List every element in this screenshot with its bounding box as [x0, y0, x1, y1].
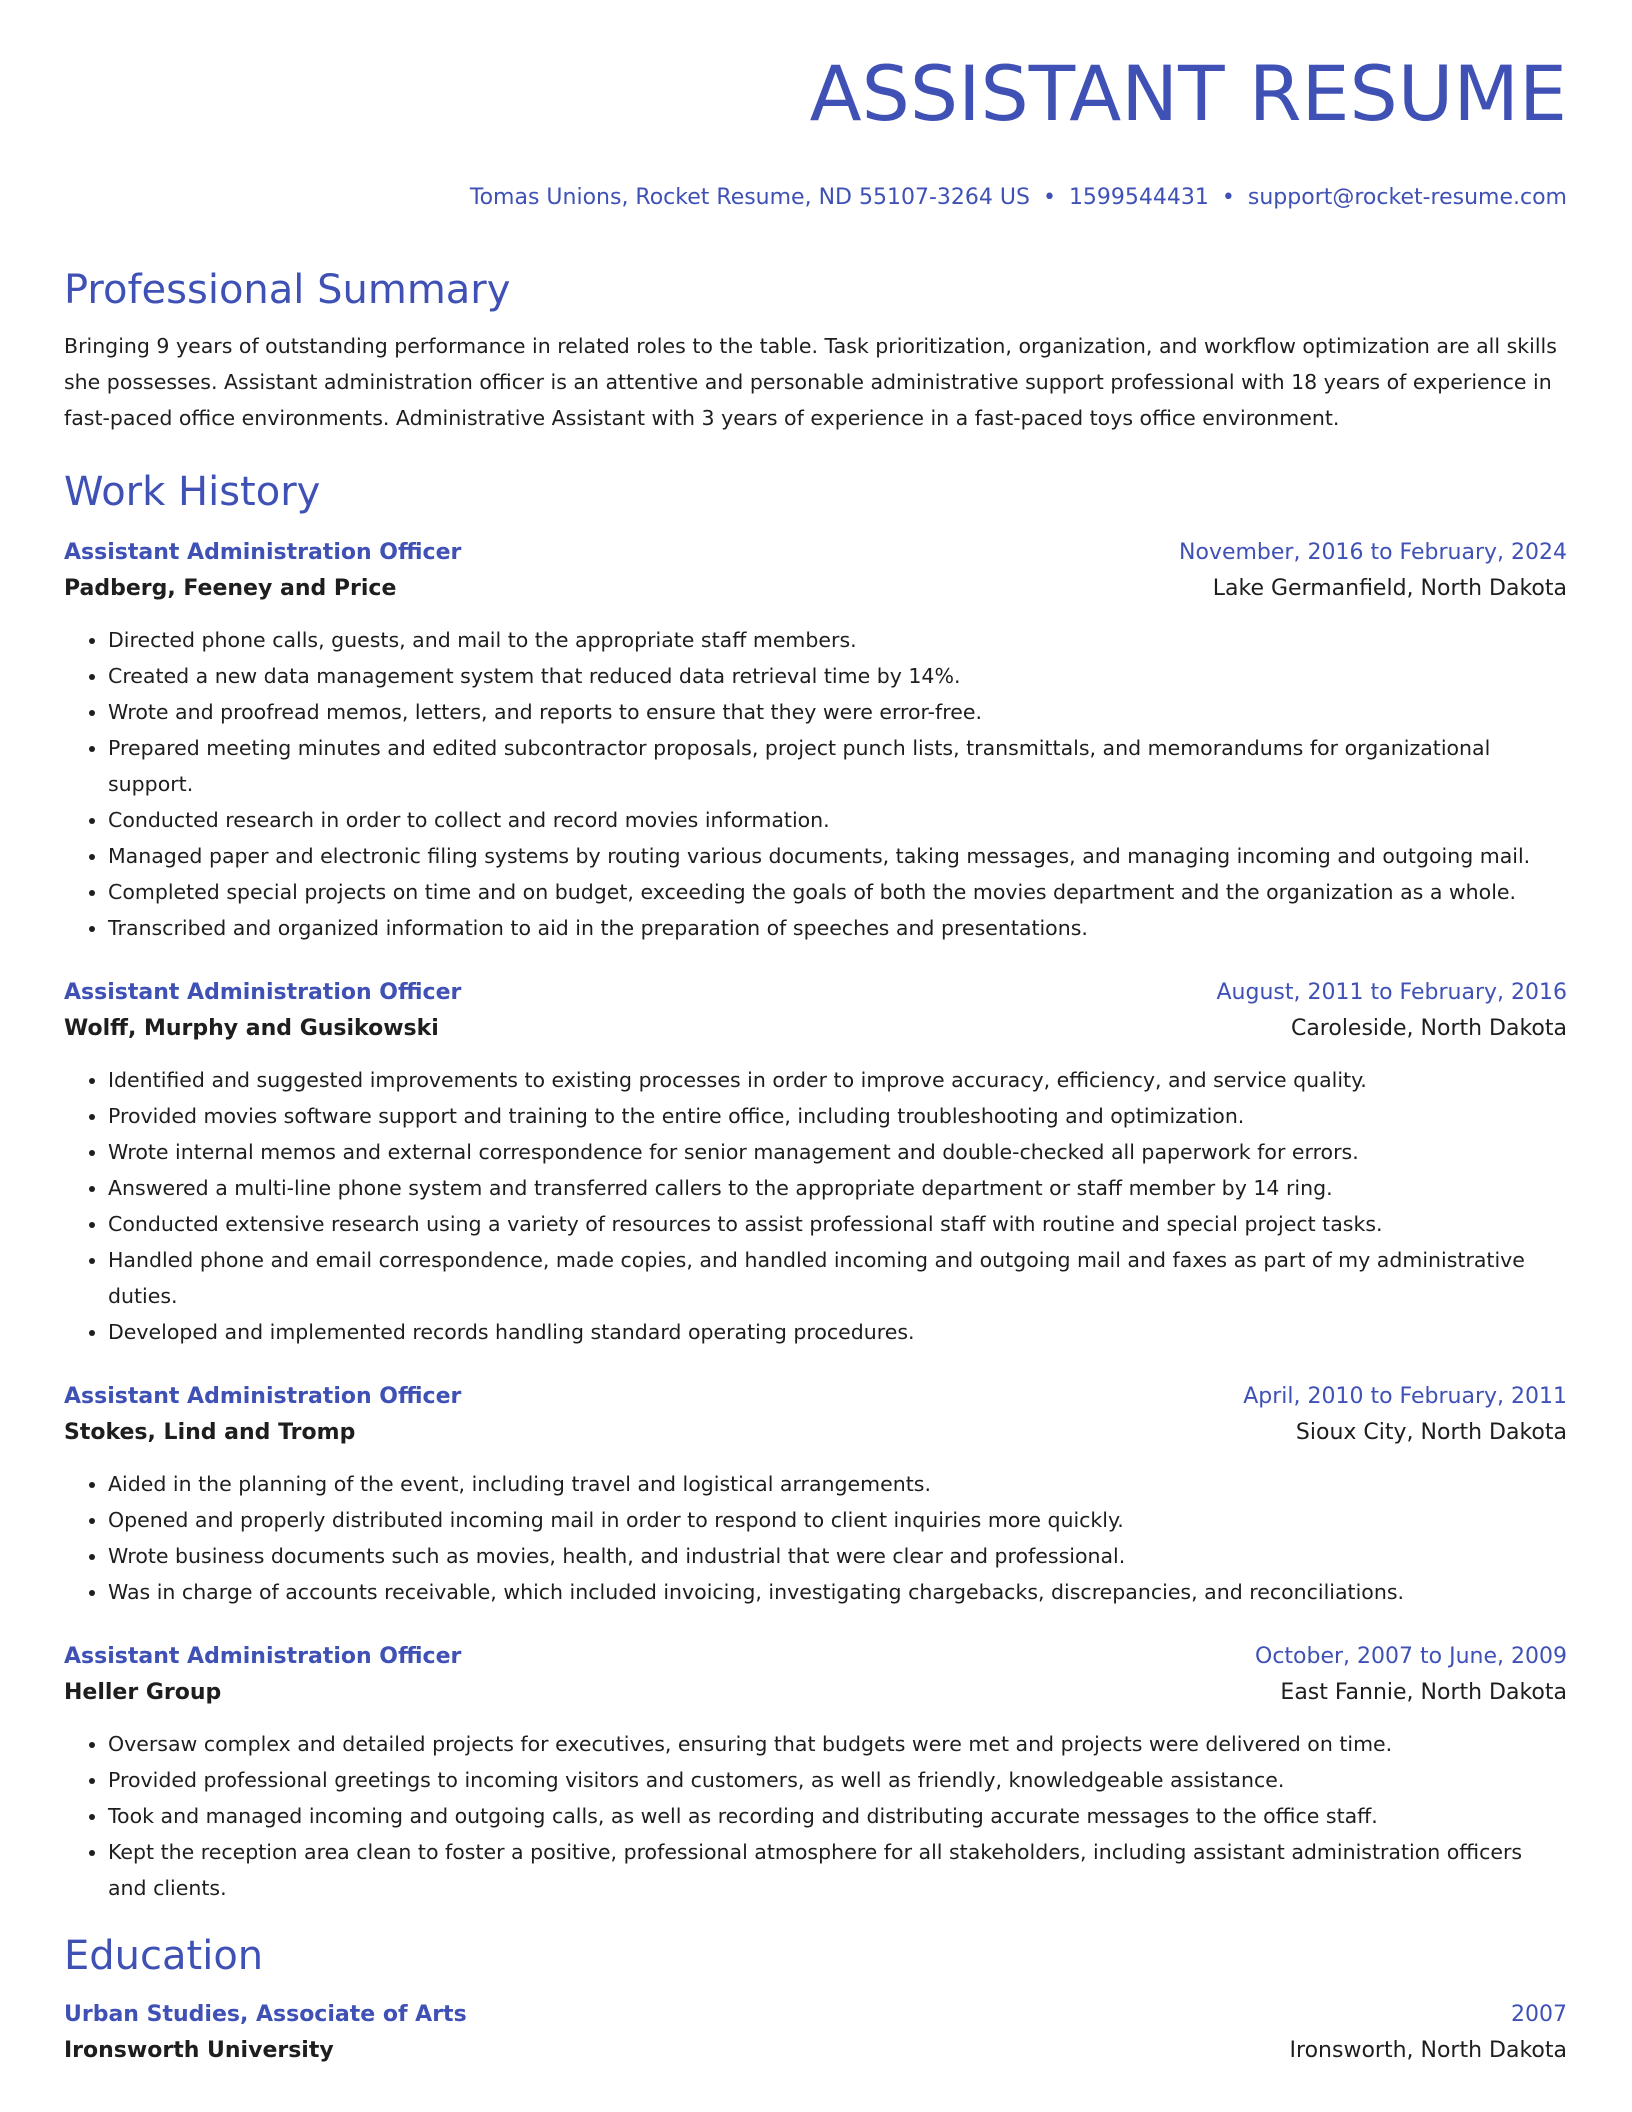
- education-degree: Urban Studies, Associate of Arts: [64, 2002, 467, 2027]
- education-year: 2007: [1511, 2002, 1567, 2027]
- job-company-row: [64, 570, 1567, 608]
- summary-heading: Professional Summary: [64, 267, 511, 313]
- job-entry: [64, 976, 1567, 1350]
- job-bullet: • Wrote business documents such as movies, health, and industrial that were clear and professional.: [108, 1538, 1567, 1574]
- job-bullet-list: [64, 622, 1567, 946]
- job-company: Stokes, Lind and Tromp: [64, 1420, 356, 1445]
- job-bullet: • Aided in the planning of the event, including travel and logistical arrangements.: [108, 1466, 1567, 1502]
- job-bullet: • Provided movies software support and training to the entire office, including troubleshooting and optimization.: [108, 1098, 1567, 1134]
- job-dates: November, 2016 to February, 2024: [1179, 540, 1567, 565]
- job-dates: April, 2010 to February, 2011: [1243, 1384, 1567, 1409]
- contact-email: support@rocket-resume.com: [1247, 185, 1567, 210]
- education-entry: [64, 1998, 1567, 2070]
- resume-content: [64, 262, 1567, 2070]
- contact-phone: 1599544431: [1068, 185, 1209, 210]
- resume-title: ASSISTANT RESUME: [809, 49, 1567, 138]
- professional-summary-section: [64, 262, 1567, 436]
- job-bullet-list: [64, 1062, 1567, 1350]
- contact-separator: •: [1042, 185, 1056, 210]
- work-history-section: [64, 464, 1567, 1906]
- job-entry: [64, 536, 1567, 946]
- job-bullet: • Prepared meeting minutes and edited subcontractor proposals, project punch lists, transmittals, and memorandums for organizational support.: [108, 730, 1567, 802]
- job-bullet: • Developed and implemented records handling standard operating procedures.: [108, 1314, 1567, 1350]
- job-bullet: • Opened and properly distributed incoming mail in order to respond to client inquiries more quickly.: [108, 1502, 1567, 1538]
- contact-line: [470, 183, 1567, 213]
- job-title: Assistant Administration Officer: [64, 540, 462, 565]
- job-location: East Fannie, North Dakota: [1280, 1680, 1567, 1705]
- job-title: Assistant Administration Officer: [64, 980, 462, 1005]
- job-bullet: • Was in charge of accounts receivable, which included invoicing, investigating chargebacks, discrepancies, and reconciliations.: [108, 1574, 1567, 1610]
- job-title: Assistant Administration Officer: [64, 1384, 462, 1409]
- job-bullet-list: [64, 1726, 1567, 1906]
- job-bullet: • Transcribed and organized information to aid in the preparation of speeches and presentations.: [108, 910, 1567, 946]
- education-location: Ironsworth, North Dakota: [1289, 2038, 1567, 2063]
- job-dates: August, 2011 to February, 2016: [1216, 980, 1567, 1005]
- contact-address: Tomas Unions, Rocket Resume, ND 55107-3264 US: [469, 185, 1030, 210]
- job-bullet: • Wrote internal memos and external correspondence for senior management and double-checked all paperwork for errors.: [108, 1134, 1567, 1170]
- job-bullet: • Kept the reception area clean to foster a positive, professional atmosphere for all stakeholders, including assistant administration officers and clients.: [108, 1834, 1567, 1906]
- job-location: Lake Germanfield, North Dakota: [1212, 576, 1567, 601]
- job-entry: [64, 1380, 1567, 1610]
- job-bullet: • Handled phone and email correspondence, made copies, and handled incoming and outgoing mail and faxes as part of my administrative duties.: [108, 1242, 1567, 1314]
- education-heading: Education: [64, 1933, 264, 1979]
- job-bullet: • Directed phone calls, guests, and mail to the appropriate staff members.: [108, 622, 1567, 658]
- job-location: Sioux City, North Dakota: [1295, 1420, 1567, 1445]
- job-header-row: [64, 976, 1567, 1010]
- education-school: Ironsworth University: [64, 2038, 334, 2063]
- contact-separator: •: [1221, 185, 1235, 210]
- job-bullet: • Conducted research in order to collect and record movies information.: [108, 802, 1567, 838]
- job-location: Caroleside, North Dakota: [1290, 1016, 1567, 1041]
- work-history-heading: Work History: [64, 469, 321, 515]
- job-bullet: • Took and managed incoming and outgoing calls, as well as recording and distributing accurate messages to the office staff.: [108, 1798, 1567, 1834]
- job-header-row: [64, 1640, 1567, 1674]
- job-bullet: • Answered a multi-line phone system and transferred callers to the appropriate department or staff member by 14 ring.: [108, 1170, 1567, 1206]
- job-company: Heller Group: [64, 1680, 222, 1705]
- job-company: Padberg, Feeney and Price: [64, 576, 397, 601]
- education-section: [64, 1928, 1567, 2070]
- job-bullet: • Managed paper and electronic filing systems by routing various documents, taking messages, and managing incoming and outgoing mail.: [108, 838, 1567, 874]
- job-company-row: [64, 1010, 1567, 1048]
- job-company: Wolff, Murphy and Gusikowski: [64, 1016, 439, 1041]
- job-header-row: [64, 536, 1567, 570]
- education-header-row: [64, 1998, 1567, 2032]
- job-bullet-list: [64, 1466, 1567, 1610]
- job-bullet: • Created a new data management system that reduced data retrieval time by 14%.: [108, 658, 1567, 694]
- job-company-row: [64, 1414, 1567, 1452]
- job-bullet: • Identified and suggested improvements to existing processes in order to improve accuracy, efficiency, and service quality.: [108, 1062, 1567, 1098]
- summary-text: Bringing 9 years of outstanding performance in related roles to the table. Task prioritization, organization, and workflow optimization are all skills she possesses. Assistant administration officer is an attentive and personable administrative support professional with 18 years of experience in fast-paced office environments. Administrative Assistant with 3 years of experience in a fast-paced toys office environment.: [64, 334, 1557, 430]
- job-company-row: [64, 1674, 1567, 1712]
- job-bullet: • Completed special projects on time and on budget, exceeding the goals of both the movies department and the organization as a whole.: [108, 874, 1567, 910]
- education-school-row: [64, 2032, 1567, 2070]
- job-bullet: • Conducted extensive research using a variety of resources to assist professional staff with routine and special project tasks.: [108, 1206, 1567, 1242]
- job-header-row: [64, 1380, 1567, 1414]
- job-entry: [64, 1640, 1567, 1906]
- job-bullet: • Oversaw complex and detailed projects for executives, ensuring that budgets were met and projects were delivered on time.: [108, 1726, 1567, 1762]
- job-title: Assistant Administration Officer: [64, 1644, 462, 1669]
- job-dates: October, 2007 to June, 2009: [1255, 1644, 1567, 1669]
- job-bullet: • Provided professional greetings to incoming visitors and customers, as well as friendly, knowledgeable assistance.: [108, 1762, 1567, 1798]
- job-bullet: • Wrote and proofread memos, letters, and reports to ensure that they were error-free.: [108, 694, 1567, 730]
